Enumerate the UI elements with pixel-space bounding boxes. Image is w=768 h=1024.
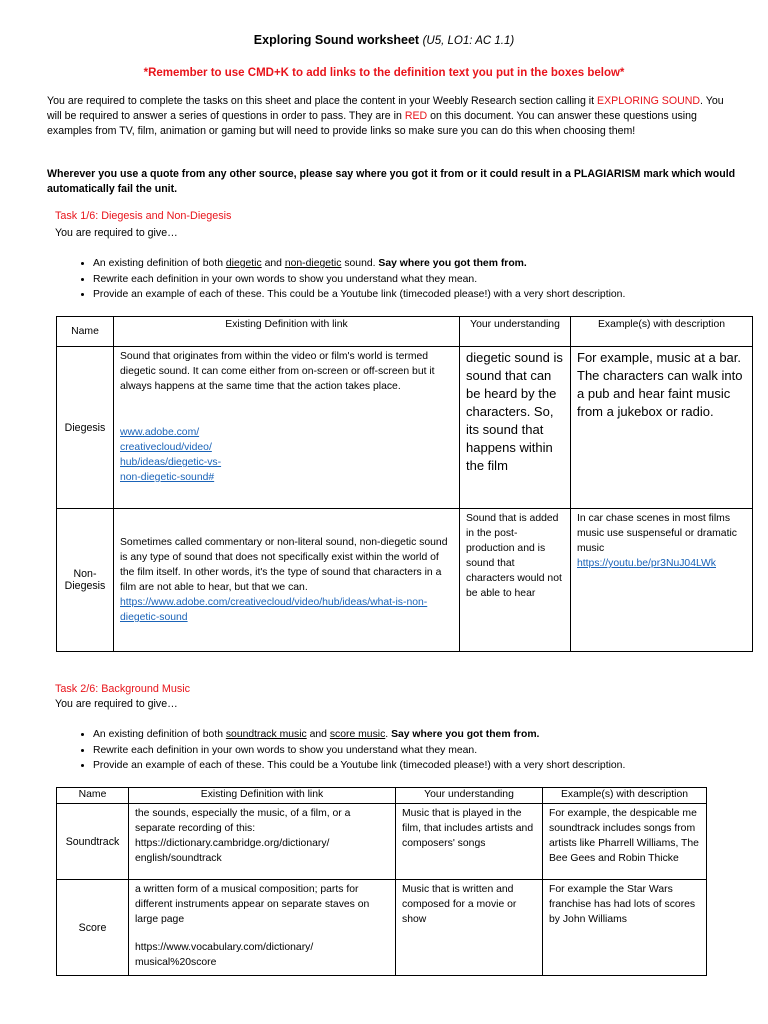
- definition-link[interactable]: non-diegetic-sound#: [120, 472, 215, 483]
- task2-bullet-1: [93, 727, 753, 743]
- example-cell: For example, the despicable me soundtrack includes songs from artists like Pharrell Williams, The Bee Gees and Robin Thicke: [543, 804, 707, 880]
- table-row: [57, 509, 753, 652]
- definition-text: a written form of a musical composition; parts for different instruments appear on separate staves on large page: [135, 884, 370, 925]
- row-name-line: Diegesis: [64, 580, 106, 592]
- task1-bullet-3: • Provide an example of each of these. This could be a Youtube link (timecoded please!) with a very short description.: [93, 287, 753, 303]
- bullet-text: An existing definition of both: [93, 729, 226, 740]
- intro-paragraph: [47, 94, 737, 139]
- intro-text: . You will be required to answer a series of questions in order to pass. They are in: [47, 95, 724, 122]
- bullet-underlined: non-diegetic: [284, 258, 342, 269]
- bullet-underlined: soundtrack music: [225, 729, 307, 740]
- definition-link[interactable]: www.adobe.com/: [120, 427, 200, 438]
- task2-subtitle: You are required to give…: [55, 698, 178, 710]
- understanding-cell: Music that is played in the film, that includes artists and composers' songs: [396, 804, 543, 880]
- title-sub: (U5, LO1: AC 1.1): [422, 35, 515, 47]
- bullet-underlined: diegetic: [225, 258, 262, 269]
- definition-link[interactable]: https://www.adobe.com/creativecloud/video/hub/ideas/what-is-non-diegetic-sound: [120, 597, 428, 623]
- definition-link[interactable]: musical%20score: [135, 957, 217, 968]
- task2-bullet-3: • Provide an example of each of these. This could be a Youtube link (timecoded please!) with a very short description.: [93, 758, 753, 774]
- definition-link[interactable]: https://www.vocabulary.com/dictionary/: [135, 942, 314, 953]
- bullet-text: sound.: [341, 258, 379, 269]
- plagiarism-warning: Wherever you use a quote from any other source, please say where you got it from or it could result in a PLAGIARISM mark which would automatically fail the unit.: [47, 168, 736, 195]
- header-example: Example(s) with description: [543, 788, 707, 804]
- intro-highlight-red: RED: [404, 110, 428, 122]
- header-understanding: Your understanding: [396, 788, 543, 804]
- task1-subtitle: You are required to give…: [55, 227, 178, 239]
- reminder-text: *Remember to use CMD+K to add links to the definition text you put in the boxes below*: [143, 67, 625, 79]
- table-header-row: [57, 788, 707, 804]
- table-row: [57, 347, 753, 509]
- task1-bullets: [75, 256, 753, 303]
- header-definition: Existing Definition with link: [114, 317, 460, 347]
- definition-link[interactable]: creativecloud/video/: [120, 442, 212, 453]
- intro-text: You are required to complete the tasks on this sheet and place the content in your Weebly Research section calling it: [47, 95, 598, 107]
- row-name: Diegesis: [57, 347, 114, 509]
- definition-text: Sound that originates from within the video or film's world is termed diegetic sound. It can come either from on-screen or off-screen but it always happens at the same time that the action takes place.: [120, 351, 435, 392]
- page-title: [0, 33, 768, 47]
- header-definition: Existing Definition with link: [129, 788, 396, 804]
- row-name-line: Non-: [73, 568, 97, 580]
- header-understanding: Your understanding: [460, 317, 571, 347]
- definition-link[interactable]: english/soundtrack: [135, 853, 222, 864]
- understanding-cell: Music that is written and composed for a movie or show: [396, 880, 543, 976]
- example-cell: For example, music at a bar. The characters can walk into a pub and hear faint music from a jukebox or radio.: [571, 347, 753, 509]
- header-example: Example(s) with description: [571, 317, 753, 347]
- task2-bullets: [75, 727, 753, 774]
- definition-link-block: [120, 425, 453, 485]
- definition-cell: [114, 347, 460, 509]
- task1-bullet-2: • Rewrite each definition in your own words to show you understand what they mean.: [93, 272, 753, 288]
- definition-link[interactable]: hub/ideas/diegetic-vs-: [120, 457, 222, 468]
- bullet-text: An existing definition of both: [93, 258, 226, 269]
- understanding-cell: diegetic sound is sound that can be heard by the characters. So, its sound that happens within the film: [460, 347, 571, 509]
- intro-text: on this document. You can answer these questions using examples from TV, film, animation or gaming but will need to provide links so make sure you can do this when choosing them!: [47, 110, 697, 137]
- definition-cell: [129, 804, 396, 880]
- row-name: Soundtrack: [57, 804, 129, 880]
- table-row: [57, 804, 707, 880]
- intro-highlight-exploring-sound: EXPLORING SOUND: [597, 95, 701, 107]
- bullet-bold: Say where you got them from.: [391, 729, 540, 740]
- task2-table: [56, 787, 707, 976]
- understanding-cell: Sound that is added in the post-production and is sound that characters would not be able to hear: [460, 509, 571, 652]
- task2-bullet-2: • Rewrite each definition in your own words to show you understand what they mean.: [93, 743, 753, 759]
- title-main: Exploring Sound worksheet: [253, 33, 420, 47]
- row-name: Score: [57, 880, 129, 976]
- definition-cell: [129, 880, 396, 976]
- bullet-text: .: [385, 729, 392, 740]
- example-link[interactable]: https://youtu.be/pr3NuJ04LWk: [577, 558, 716, 569]
- example-cell: For example the Star Wars franchise has had lots of scores by John Williams: [543, 880, 707, 976]
- bullet-underlined: score music: [329, 729, 386, 740]
- task1-title: Task 1/6: Diegesis and Non-Diegesis: [55, 210, 232, 222]
- table-row: [57, 880, 707, 976]
- task2-title: Task 2/6: Background Music: [55, 683, 191, 695]
- bullet-text: and: [261, 258, 285, 269]
- example-text: In car chase scenes in most films music use suspenseful or dramatic music: [577, 513, 737, 554]
- example-cell: [571, 509, 753, 652]
- header-name: Name: [57, 317, 114, 347]
- definition-link[interactable]: https://dictionary.cambridge.org/dictionary/: [135, 838, 330, 849]
- definition-text: Sometimes called commentary or non-literal sound, non-diegetic sound is any type of sound that does not specifically exist within the world of the film itself. In other words, it's the type of sound that characters in a film are not able to hear, but that we can.: [120, 537, 448, 593]
- bullet-text: and: [306, 729, 330, 740]
- row-name: [57, 509, 114, 652]
- definition-text: the sounds, especially the music, of a film, or a separate recording of this:: [135, 808, 351, 834]
- task1-bullet-1: [93, 256, 753, 272]
- task1-table: [56, 316, 753, 652]
- definition-cell: [114, 509, 460, 652]
- header-name: Name: [57, 788, 129, 804]
- bullet-bold: Say where you got them from.: [378, 258, 527, 269]
- table-header-row: [57, 317, 753, 347]
